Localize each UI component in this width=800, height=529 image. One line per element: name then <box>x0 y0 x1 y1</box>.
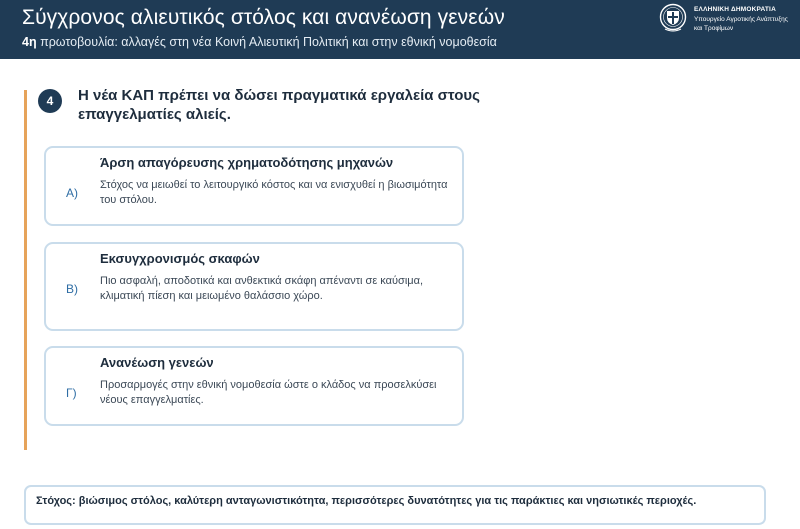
ministry-name-line2: και Τροφίμων <box>694 25 734 32</box>
option-description: Στόχος να μειωθεί το λειτουργικό κόστος και να ενισχυθεί η βιωσιμότητα του στόλου. <box>100 179 448 206</box>
option-card-c <box>44 346 464 426</box>
goal-box <box>24 485 766 525</box>
option-description: Πιο ασφαλή, αποδοτικά και ανθεκτικά σκάφη απέναντι σε καύσιμα, κλιματική πίεση και μειωμένο θαλάσσιο χώρο. <box>100 275 424 302</box>
goal-text: Στόχος: βιώσιμος στόλος, καλύτερη ανταγωνιστικότητα, περισσότερες δυνατότητες για τις παράκτιες και νησιωτικές περιοχές. <box>36 495 697 507</box>
option-title: Άρση απαγόρευσης χρηματοδότησης μηχανών <box>100 155 394 170</box>
option-letter: Α) <box>66 186 78 200</box>
ministry-country: ΕΛΛΗΝΙΚΗ ΔΗΜΟΚΡΑΤΙΑ <box>694 6 776 13</box>
greek-emblem-icon <box>659 3 687 34</box>
ministry-logo <box>659 3 799 37</box>
page-title: Σύγχρονος αλιευτικός στόλος και ανανέωση γενεών <box>22 6 505 29</box>
option-letter: Β) <box>66 282 78 296</box>
page-subtitle <box>22 35 497 49</box>
subtitle-initiative-number: 4η <box>22 35 37 49</box>
option-description: Προσαρμογές στην εθνική νομοθεσία ώστε ο κλάδος να προσελκύσει νέους επαγγελματίες. <box>100 379 437 406</box>
option-card-a <box>44 146 464 226</box>
option-card-b <box>44 242 464 331</box>
subtitle-text: πρωτοβουλία: αλλαγές στη νέα Κοινή Αλιευτική Πολιτική και στην εθνική νομοθεσία <box>36 35 497 49</box>
question-number-badge: 4 <box>38 89 62 113</box>
option-title: Ανανέωση γενεών <box>100 355 214 370</box>
header-banner <box>0 0 800 59</box>
option-letter: Γ) <box>66 386 77 400</box>
question-text: Η νέα ΚΑΠ πρέπει να δώσει πραγματικά εργαλεία στους επαγγελματίες αλιείς. <box>78 87 480 123</box>
ministry-name-line1: Υπουργείο Αγροτικής Ανάπτυξης <box>694 16 788 23</box>
accent-bar <box>24 90 27 450</box>
option-title: Εκσυγχρονισμός σκαφών <box>100 251 260 266</box>
